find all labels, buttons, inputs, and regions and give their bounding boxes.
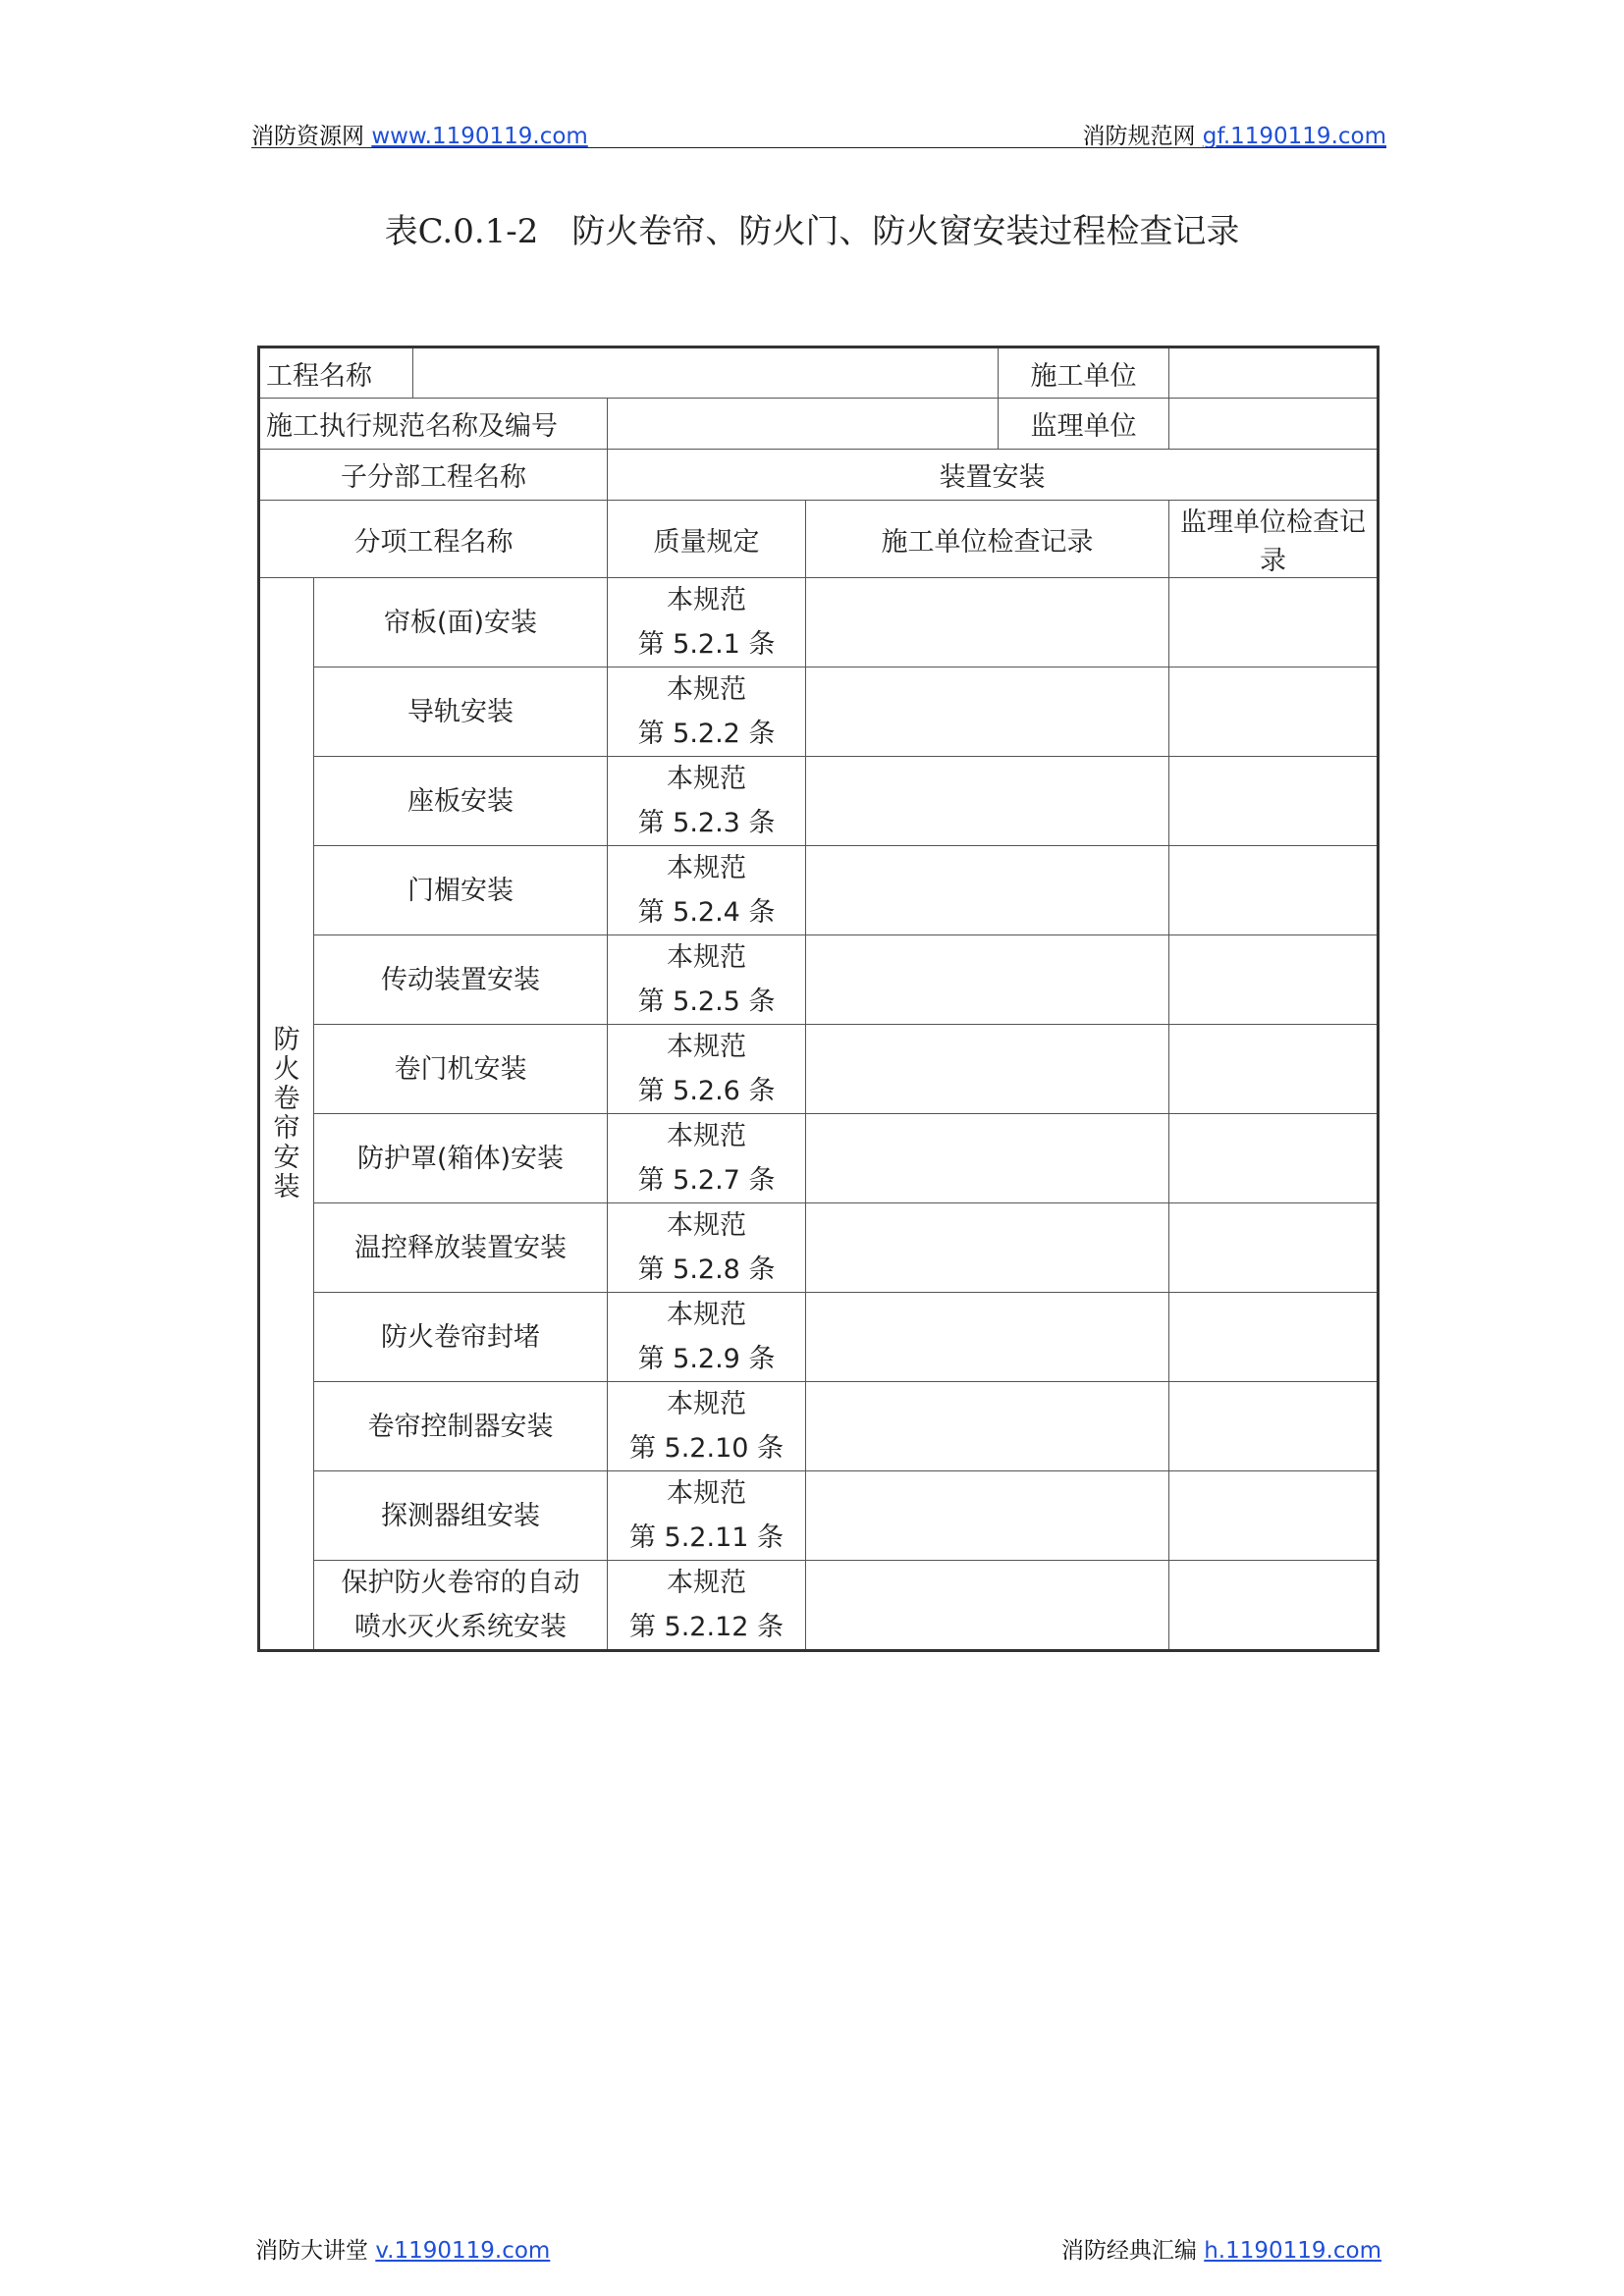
supervision-check-cell[interactable] [1169,1471,1379,1561]
quality-spec-line1: 本规范 [667,764,746,794]
row-column-headers [259,501,1379,578]
item-name-line2: 喷水灭火系统安装 [354,1612,567,1642]
quality-spec [608,757,806,846]
item-name: 防火卷帘封堵 [314,1293,608,1382]
item-name: 帘板(面)安装 [314,578,608,667]
construction-check-header: 施工单位检查记录 [806,501,1169,578]
quality-spec-line2: 第 5.2.10 条 [628,1433,785,1464]
spec-value[interactable] [608,399,999,450]
quality-spec-line1: 本规范 [667,674,746,705]
item-name-line1: 保护防火卷帘的自动 [341,1568,580,1598]
quality-spec-line2: 第 5.2.1 条 [637,629,776,660]
footer-collection-name: 消防经典汇编 [1060,2238,1197,2264]
construction-check-cell[interactable] [806,1561,1169,1651]
construction-check-cell[interactable] [806,1203,1169,1293]
group-label-fire-shutter-installation [259,578,314,1651]
quality-spec [608,1561,806,1651]
item-name: 温控释放装置安装 [314,1203,608,1293]
row-sub-project [259,450,1379,501]
supervision-check-cell[interactable] [1169,1561,1379,1651]
quality-spec [608,1471,806,1561]
supervision-check-cell[interactable] [1169,1382,1379,1471]
item-name [314,1561,608,1651]
inspection-record-table [257,346,1380,1652]
table-row [259,757,1379,846]
quality-spec-line1: 本规范 [667,1121,746,1151]
header-site-link[interactable]: www.1190119.com [371,124,588,149]
construction-check-cell[interactable] [806,1471,1169,1561]
sub-project-label: 子分部工程名称 [259,450,608,501]
quality-spec-line2: 第 5.2.4 条 [637,897,776,928]
quality-spec [608,578,806,667]
supervision-check-cell[interactable] [1169,667,1379,757]
item-name: 探测器组安装 [314,1471,608,1561]
quality-spec [608,1293,806,1382]
item-name: 传动装置安装 [314,935,608,1025]
table-row [259,1203,1379,1293]
quality-spec-line1: 本规范 [667,1478,746,1509]
quality-spec-line2: 第 5.2.5 条 [637,987,776,1017]
sub-project-value: 装置安装 [608,450,1379,501]
quality-spec [608,1025,806,1114]
quality-spec-line2: 第 5.2.3 条 [637,808,776,838]
construction-check-cell[interactable] [806,1382,1169,1471]
quality-spec-line2: 第 5.2.11 条 [628,1522,785,1553]
item-name: 导轨安装 [314,667,608,757]
quality-spec-line1: 本规范 [667,1389,746,1419]
table-row [259,1382,1379,1471]
supervision-check-cell[interactable] [1169,1203,1379,1293]
supervision-check-cell[interactable] [1169,846,1379,935]
quality-spec-line2: 第 5.2.2 条 [637,719,776,749]
item-header: 分项工程名称 [259,501,608,578]
quality-spec-line2: 第 5.2.7 条 [637,1165,776,1196]
construction-check-cell[interactable] [806,846,1169,935]
quality-spec-line1: 本规范 [667,1300,746,1330]
project-name-value[interactable] [413,347,999,399]
item-name: 防护罩(箱体)安装 [314,1114,608,1203]
quality-header: 质量规定 [608,501,806,578]
quality-spec [608,1382,806,1471]
header-spec-site-link[interactable]: gf.1190119.com [1202,124,1386,149]
footer-lecture-link[interactable]: v.1190119.com [375,2238,551,2264]
supervision-check-cell[interactable] [1169,1293,1379,1382]
construction-check-cell[interactable] [806,1114,1169,1203]
quality-spec [608,846,806,935]
quality-spec-line1: 本规范 [667,1032,746,1062]
supervision-check-cell[interactable] [1169,578,1379,667]
construction-check-cell[interactable] [806,935,1169,1025]
construction-check-cell[interactable] [806,1025,1169,1114]
quality-spec [608,935,806,1025]
group-label-char: 火 [273,1053,300,1085]
quality-spec-line2: 第 5.2.12 条 [628,1612,785,1642]
supervision-unit-label: 监理单位 [999,399,1169,450]
supervision-check-cell[interactable] [1169,1025,1379,1114]
construction-check-cell[interactable] [806,667,1169,757]
quality-spec-line1: 本规范 [667,1568,746,1598]
footer-collection-link[interactable]: h.1190119.com [1204,2238,1381,2264]
quality-spec [608,1114,806,1203]
table-row [259,1561,1379,1651]
quality-spec-line1: 本规范 [667,1210,746,1241]
group-label-char: 装 [273,1171,300,1202]
table-row [259,667,1379,757]
item-name: 卷帘控制器安装 [314,1382,608,1471]
table-row [259,1114,1379,1203]
item-name: 门楣安装 [314,846,608,935]
table-row [259,1293,1379,1382]
quality-spec-line2: 第 5.2.6 条 [637,1076,776,1106]
table-row [259,1471,1379,1561]
group-label-char: 帘 [273,1112,300,1144]
footer-lecture-name: 消防大讲堂 [255,2238,368,2264]
group-label-char: 防 [273,1024,300,1055]
group-label-char: 安 [273,1142,300,1173]
quality-spec [608,667,806,757]
construction-check-cell[interactable] [806,757,1169,846]
supervision-unit-value[interactable] [1169,399,1379,450]
quality-spec-line1: 本规范 [667,942,746,973]
quality-spec-line2: 第 5.2.8 条 [637,1255,776,1285]
supervision-check-cell[interactable] [1169,1114,1379,1203]
table-row [259,1025,1379,1114]
table-row [259,935,1379,1025]
header-spec-site-name: 消防规范网 [1082,124,1196,149]
row-spec [259,399,1379,450]
page-title: 表C.0.1-2 防火卷帘、防火门、防火窗安装过程检查记录 [384,212,1240,251]
construction-unit-label: 施工单位 [999,347,1169,399]
group-label-char: 卷 [273,1083,300,1114]
item-name: 座板安装 [314,757,608,846]
table-row [259,578,1379,667]
item-name: 卷门机安装 [314,1025,608,1114]
project-name-label: 工程名称 [259,347,413,399]
supervision-check-cell[interactable] [1169,935,1379,1025]
row-project-name [259,347,1379,399]
table-row [259,846,1379,935]
quality-spec-line2: 第 5.2.9 条 [637,1344,776,1374]
supervision-check-header: 监理单位检查记录 [1169,501,1379,578]
supervision-check-cell[interactable] [1169,757,1379,846]
construction-check-cell[interactable] [806,578,1169,667]
footer-left [255,2236,550,2266]
construction-unit-value[interactable] [1169,347,1379,399]
quality-spec [608,1203,806,1293]
footer-right [1061,2236,1381,2266]
spec-label: 施工执行规范名称及编号 [259,399,608,450]
quality-spec-line1: 本规范 [667,853,746,883]
construction-check-cell[interactable] [806,1293,1169,1382]
header-site-name: 消防资源网 [251,124,364,149]
header-divider [251,147,1386,148]
quality-spec-line1: 本规范 [667,585,746,615]
